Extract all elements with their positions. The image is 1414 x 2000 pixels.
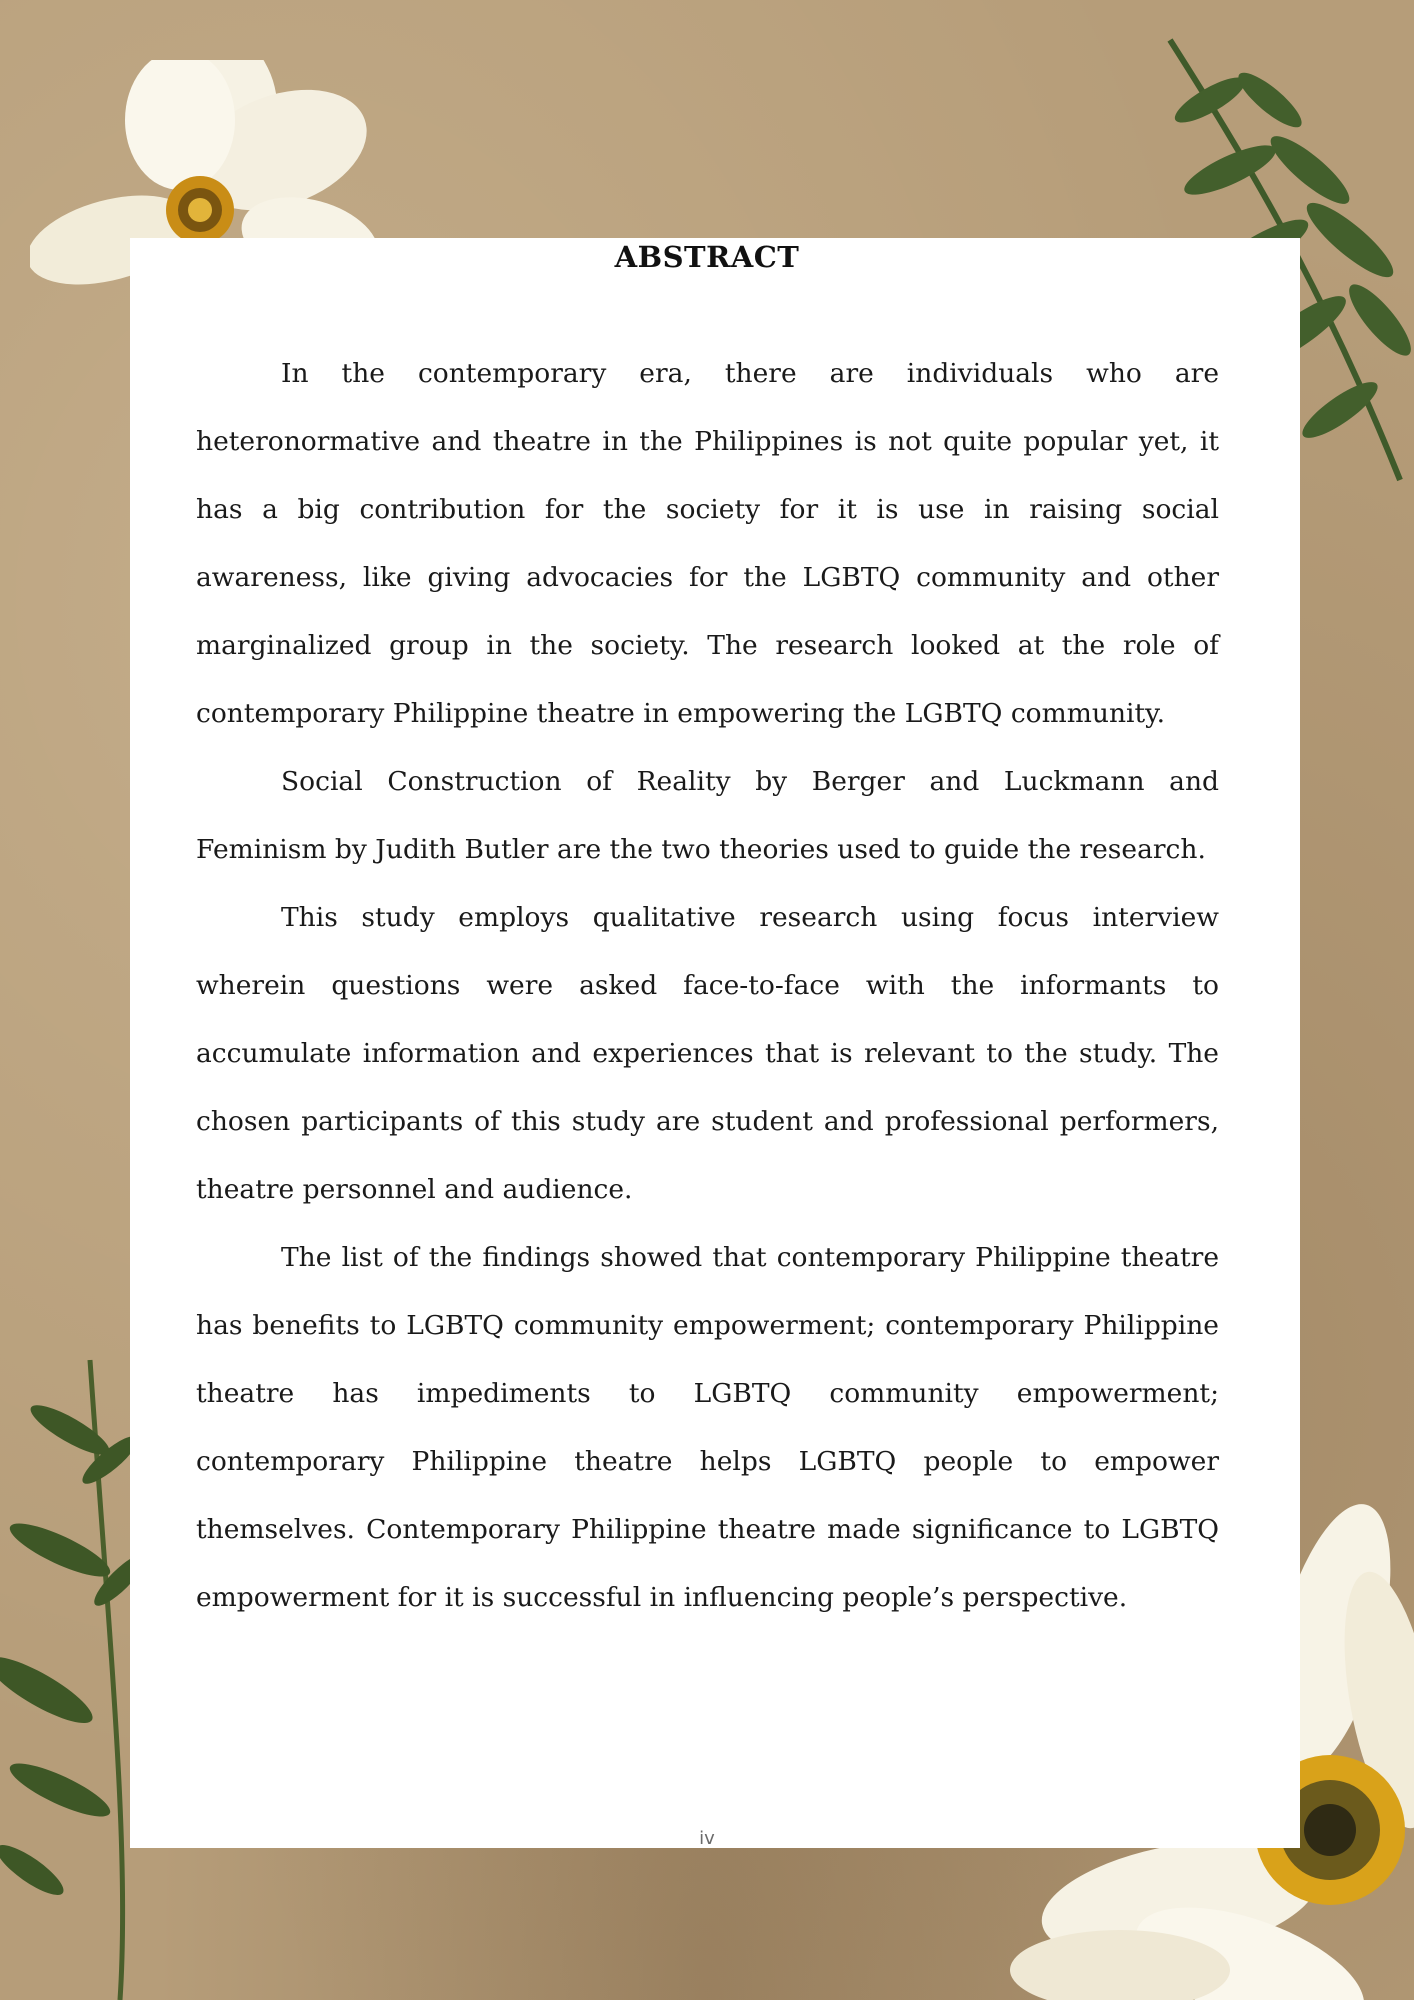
abstract-body bbox=[196, 340, 1219, 1632]
page-number: iv bbox=[699, 1828, 715, 1849]
abstract-paragraph-4: The list of the findings showed that contemporary Philippine theatre has benefits to LGBTQ community empowerment; contemporary Philippine theatre has impediments to LGBTQ community empowerment; contemporary Philippine theatre helps LGBTQ people to empower themselves. Contemporary Philippine theatre made significance to LGBTQ empowerment for it is successful in influencing people’s perspective. bbox=[196, 1242, 1219, 1613]
abstract-paragraph-3: This study employs qualitative research using focus interview wherein questions were asked face-to-face with the informants to accumulate information and experiences that is relevant to the study. The chosen participants of this study are student and professional performers, theatre personnel and audience. bbox=[196, 902, 1219, 1205]
abstract-paragraph-1: In the contemporary era, there are individuals who are heteronormative and theatre in the Philippines is not quite popular yet, it has a big contribution for the society for it is use in raising social awareness, like giving advocacies for the LGBTQ community and other marginalized group in the society. The research looked at the role of contemporary Philippine theatre in empowering the LGBTQ community. bbox=[196, 358, 1219, 729]
abstract-paragraph-2: Social Construction of Reality by Berger and Luckmann and Feminism by Judith Butler are the two theories used to guide the research. bbox=[196, 766, 1219, 865]
document-title: ABSTRACT bbox=[614, 240, 800, 274]
